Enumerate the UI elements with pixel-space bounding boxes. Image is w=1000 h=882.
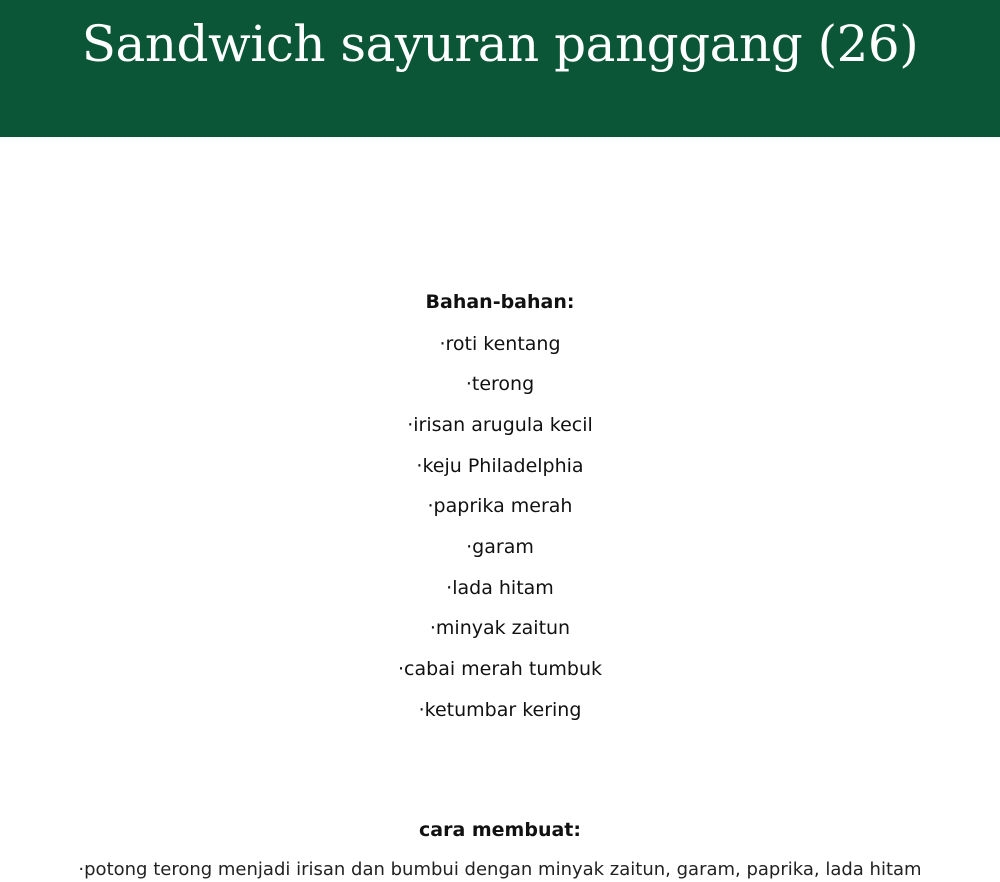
ingredient-item: ·ketumbar kering: [418, 699, 582, 721]
ingredient-item: ·garam: [466, 536, 534, 558]
method-step: ·potong terong menjadi irisan dan bumbui dengan minyak zaitun, garam, paprika, lada hitam: [78, 859, 922, 880]
method-heading: cara membuat:: [418, 819, 581, 841]
ingredient-item: ·terong: [465, 373, 535, 395]
ingredient-item: ·irisan arugula kecil: [407, 414, 593, 436]
ingredient-item: ·lada hitam: [446, 577, 554, 599]
page-title: Sandwich sayuran panggang (26): [81, 15, 919, 73]
ingredient-item: ·cabai merah tumbuk: [398, 658, 602, 680]
ingredient-item: ·keju Philadelphia: [416, 455, 584, 477]
ingredients-heading: Bahan-bahan:: [425, 291, 575, 313]
ingredient-item: ·minyak zaitun: [429, 617, 571, 639]
ingredient-item: ·roti kentang: [439, 333, 561, 355]
ingredient-item: ·paprika merah: [427, 495, 573, 517]
